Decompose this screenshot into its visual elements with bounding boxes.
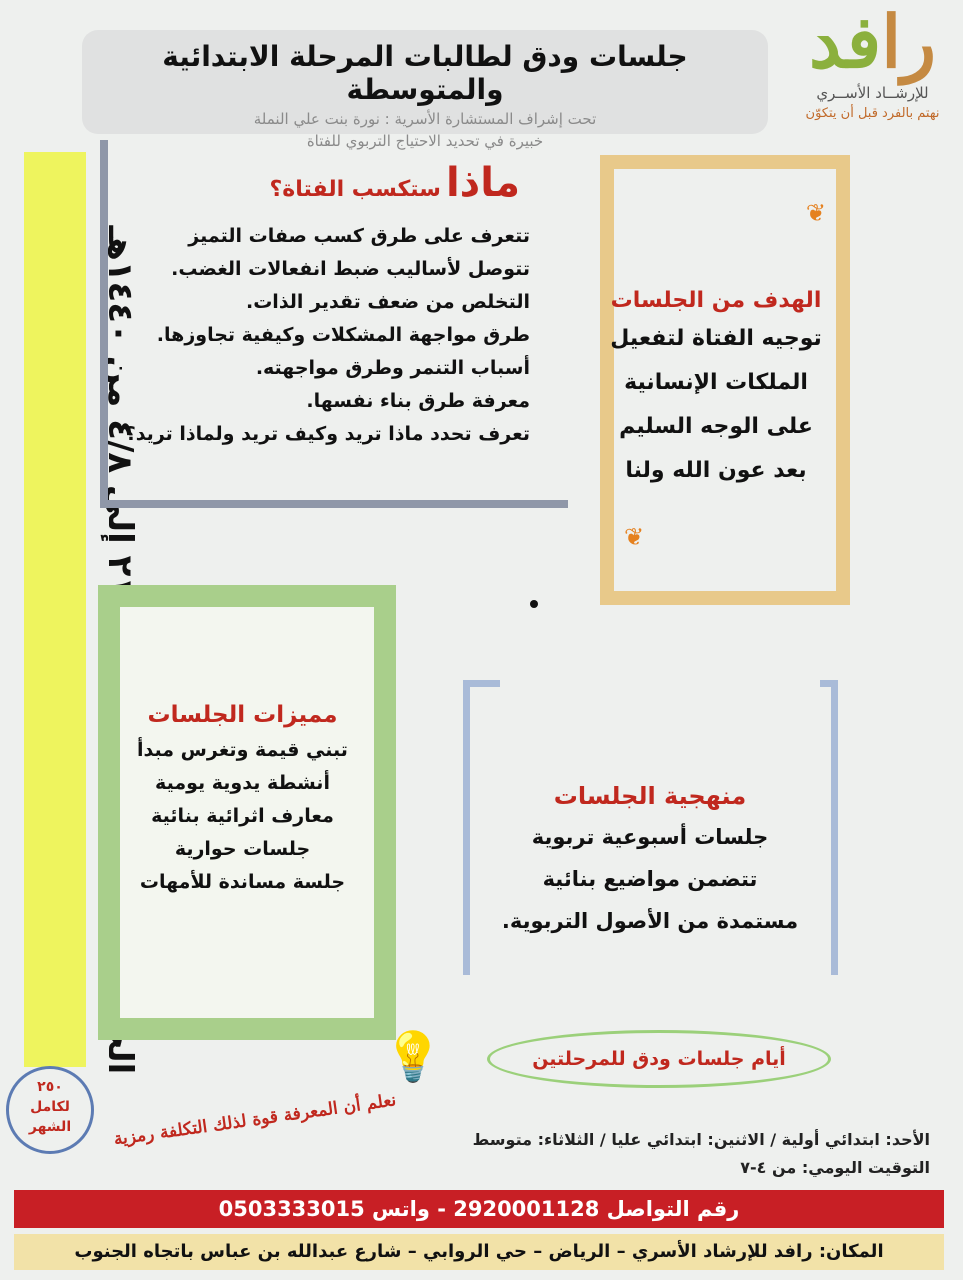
goal-section — [600, 288, 832, 493]
header-box — [82, 30, 768, 150]
method-line: تتضمن مواضيع بنائية — [542, 867, 758, 891]
price-amount: ٢٥٠ — [37, 1079, 63, 1095]
list-item: تعرف تحدد ماذا تريد وكيف تريد ولماذا تريد؟ — [124, 423, 530, 445]
goal-title: الهدف من الجلسات — [610, 288, 822, 313]
features-list — [120, 734, 365, 899]
goal-line: بعد عون الله ولنا — [625, 458, 807, 483]
list-item: التخلص من ضعف تقدير الذات. — [246, 291, 530, 313]
logo-mark-a: را — [881, 0, 936, 84]
logo-mark-b: فد — [809, 0, 882, 84]
schedule-days: الأحد: ابتدائي أولية / الاثنين: ابتدائي عليا / الثلاثاء: متوسط — [472, 1130, 930, 1149]
supervisor-line: تحت إشراف المستشارة الأسرية : نورة بنت علي النملة — [253, 110, 597, 128]
leaf-icon: ❦ — [624, 523, 645, 551]
logo-slogan: نهتم بالفرد قبل أن يتكوّن — [805, 106, 940, 121]
list-item: تتعرف على طرق كسب صفات التميز — [188, 225, 530, 247]
logo-name: للإرشــاد الأســري — [816, 84, 929, 102]
goal-text — [600, 317, 832, 493]
method-line: مستمدة من الأصول التربوية. — [501, 909, 799, 933]
method-section — [480, 782, 820, 942]
list-item: معارف اثرائية بنائية — [151, 805, 334, 827]
bullet-dot — [530, 600, 538, 608]
lightbulb-icon: 💡 — [383, 1029, 443, 1085]
list-item: تتوصل لأساليب ضبط انفعالات الغضب. — [171, 258, 530, 280]
method-title: منهجية الجلسات — [553, 782, 747, 810]
rafed-logo — [785, 0, 960, 144]
expertise-line: خبيرة في تحديد الاحتياج التربوي للفتاة — [306, 132, 544, 150]
gains-title-big: ماذا — [445, 160, 520, 206]
place-bar: المكان: رافد للإرشاد الأسري – الرياض – حي الروابي – شارع عبدالله بن عباس باتجاه الجنوب — [14, 1234, 944, 1270]
price-line: لكامل — [30, 1099, 70, 1115]
price-badge — [6, 1066, 94, 1154]
days-oval: أيام جلسات ودق للمرحلتين — [487, 1030, 831, 1088]
features-title: مميزات الجلسات — [147, 702, 338, 728]
goal-line: على الوجه السليم — [619, 414, 813, 439]
side-banner-text: إلى ٤/٨ من ١٤٤٠هـ — [100, 225, 140, 544]
goal-line: الملكات الإنسانية — [624, 370, 808, 395]
list-item: جلسات حوارية — [174, 838, 311, 860]
list-item: طرق مواجهة المشكلات وكيفية تجاوزها. — [156, 324, 530, 346]
cost-slogan: نعلم أن المعرفة قوة لذلك التكلفة رمزية — [112, 1090, 398, 1150]
price-line: الشهر — [28, 1119, 72, 1135]
gains-section — [110, 160, 530, 451]
schedule-timing: التوقيت اليومي: من ٤-٧ — [740, 1158, 930, 1177]
list-item: جلسة مساندة للأمهات — [139, 871, 346, 893]
method-text — [480, 816, 820, 942]
page-title: جلسات ودق لطالبات المرحلة الابتدائية والمتوسطة — [162, 40, 688, 106]
gains-list — [110, 220, 530, 451]
goal-line: توجيه الفتاة لتفعيل — [610, 326, 822, 351]
leaf-icon: ❦ — [805, 199, 826, 227]
gains-heading — [110, 160, 520, 206]
logo-mark — [785, 0, 960, 84]
list-item: أنشطة يدوية يومية — [155, 772, 330, 794]
list-item: تبني قيمة وتغرس مبدأ — [137, 739, 348, 761]
list-item: أسباب التنمر وطرق مواجهته. — [255, 357, 530, 379]
method-line: جلسات أسبوعية تربوية — [531, 825, 769, 849]
features-section — [120, 702, 365, 899]
list-item: معرفة طرق بناء نفسها. — [306, 390, 530, 412]
schedule-block — [410, 1126, 930, 1182]
gains-title-small: ستكسب الفتاة؟ — [269, 177, 441, 202]
contact-bar: رقم التواصل 2920001128 - واتس 0503333015 — [14, 1190, 944, 1228]
